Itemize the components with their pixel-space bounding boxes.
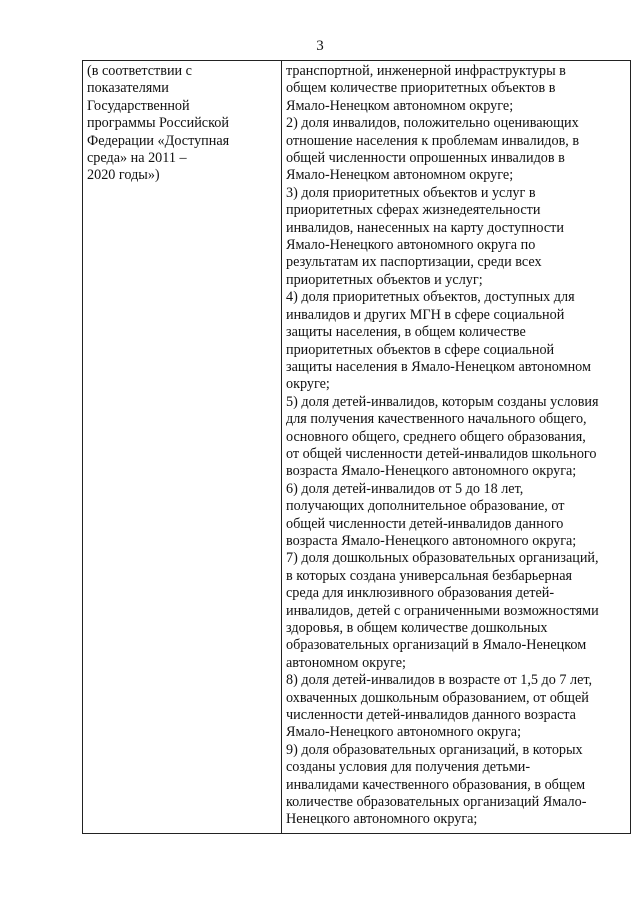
right-cell-line: возраста Ямало-Ненецкого автономного округа; (286, 532, 577, 549)
right-cell-line: общей численности опрошенных инвалидов в (286, 150, 565, 167)
right-cell-line: возраста Ямало-Ненецкого автономного округа; (286, 463, 577, 480)
right-cell (282, 61, 631, 834)
right-cell-line: Ямало-Ненецком автономном округе; (286, 97, 514, 114)
table-row (83, 61, 631, 834)
indicators-table (82, 60, 631, 834)
right-cell-line: Ямало-Ненецком автономном округе; (286, 167, 514, 184)
right-cell-line: приоритетных сферах жизнедеятельности (286, 202, 541, 219)
left-cell-line: среда» на 2011 – (87, 150, 187, 167)
left-cell (83, 61, 282, 834)
right-cell-line: количестве образовательных организаций Ямало- (286, 794, 587, 811)
right-cell-line: численности детей-инвалидов данного возраста (286, 707, 576, 724)
right-cell-line: 8) доля детей-инвалидов в возрасте от 1,5 до 7 лет, (286, 672, 593, 689)
right-cell-line: в которых создана универсальная безбарьерная (286, 567, 573, 584)
right-cell-line: Ямало-Ненецкого автономного округа по (286, 237, 536, 254)
right-cell-line: 7) доля дошкольных образовательных организаций, (286, 550, 599, 567)
left-cell-line: программы Российской (87, 115, 229, 132)
right-cell-line: от общей численности детей-инвалидов школьного (286, 445, 597, 462)
right-cell-line: получающих дополнительное образование, от (286, 498, 565, 515)
left-cell-line: 2020 годы») (87, 167, 160, 184)
right-cell-line: инвалидов, детей с ограниченными возможностями (286, 602, 599, 619)
right-cell-line: автономном округе; (286, 654, 406, 671)
right-cell-line: 5) доля детей-инвалидов, которым созданы условия (286, 393, 599, 410)
right-cell-line: Ненецкого автономного округа; (286, 811, 478, 828)
left-cell-line: Государственной (87, 97, 190, 114)
right-cell-line: транспортной, инженерной инфраструктуры в (286, 63, 566, 79)
left-cell-line: показателями (87, 80, 169, 97)
right-cell-line: общей численности детей-инвалидов данного (286, 515, 564, 532)
left-cell-line: (в соответствии с (87, 63, 192, 79)
right-cell-line: округе; (286, 376, 330, 393)
right-cell-line: 6) доля детей-инвалидов от 5 до 18 лет, (286, 480, 524, 497)
right-cell-line: общем количестве приоритетных объектов в (286, 80, 556, 97)
right-cell-line: 4) доля приоритетных объектов, доступных для (286, 289, 575, 306)
right-cell-line: охваченных дошкольным образованием, от общей (286, 689, 589, 706)
right-cell-line: защиты населения в Ямало-Ненецком автономном (286, 358, 591, 375)
right-cell-line: созданы условия для получения детьми- (286, 759, 531, 776)
right-cell-line: для получения качественного начального общего, (286, 411, 587, 428)
right-cell-line: 2) доля инвалидов, положительно оценивающих (286, 115, 579, 132)
right-cell-line: Ямало-Ненецкого автономного округа; (286, 724, 522, 741)
right-cell-line: образовательных организаций в Ямало-Ненецком (286, 637, 587, 654)
right-cell-line: инвалидов и других МГН в сфере социальной (286, 306, 565, 323)
page-number: 3 (316, 38, 324, 54)
right-cell-line: здоровья, в общем количестве дошкольных (286, 620, 548, 636)
right-cell-line: среда для инклюзивного образования детей- (286, 585, 555, 602)
right-cell-line: 3) доля приоритетных объектов и услуг в (286, 184, 536, 201)
right-cell-line: результатам их паспортизации, среди всех (286, 254, 542, 271)
left-cell-line: Федерации «Доступная (87, 132, 230, 149)
right-cell-line: основного общего, среднего общего образования, (286, 428, 586, 445)
right-cell-line: отношение населения к проблемам инвалидов, в (286, 132, 580, 149)
right-cell-line: приоритетных объектов в сфере социальной (286, 341, 555, 358)
right-cell-line: инвалидов, нанесенных на карту доступности (286, 219, 564, 236)
right-cell-line: приоритетных объектов и услуг; (286, 271, 483, 288)
right-cell-line: инвалидами качественного образования, в общем (286, 776, 586, 793)
right-cell-line: 9) доля образовательных организаций, в которых (286, 741, 583, 758)
right-cell-line: защиты населения, в общем количестве (286, 324, 526, 341)
